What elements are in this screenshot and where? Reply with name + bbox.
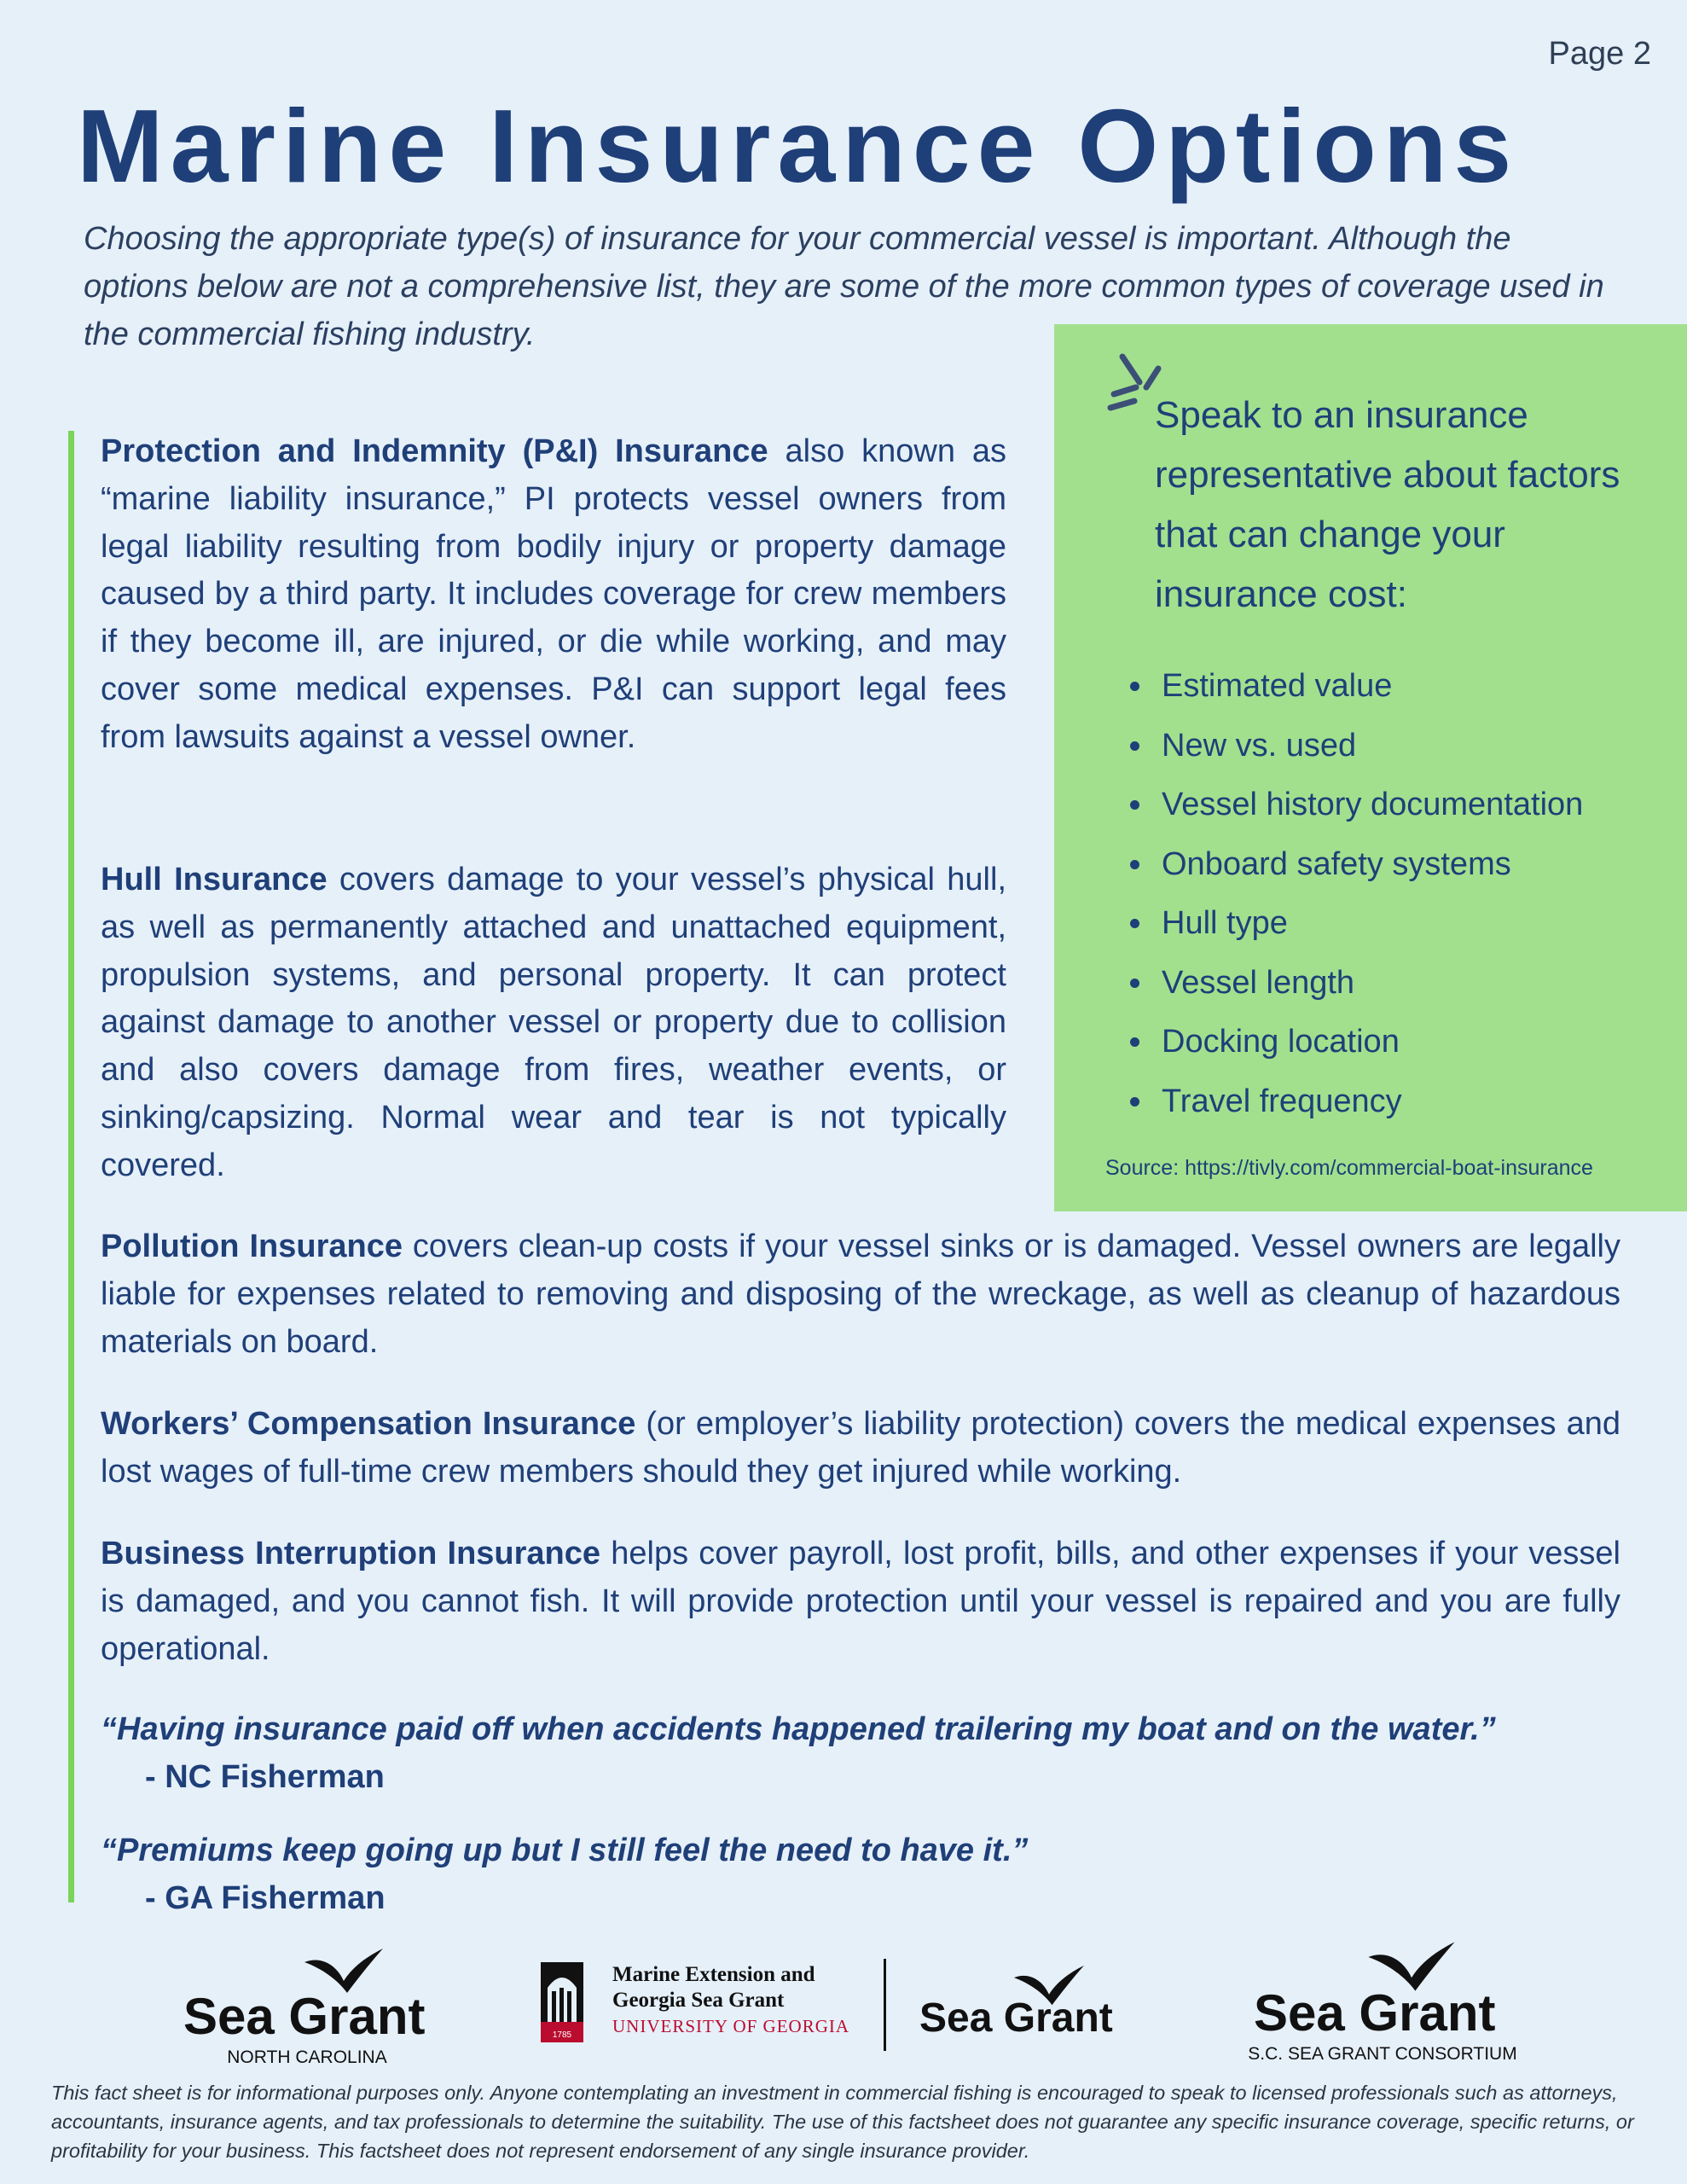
logo-divider <box>884 1959 886 2051</box>
hull-insurance-paragraph <box>101 857 1006 1190</box>
business-term: Business Interruption Insurance <box>101 1536 601 1571</box>
list-item: • Vessel history documentation <box>1155 775 1583 835</box>
university-arch-icon <box>541 1962 583 2042</box>
list-item: • Vessel length <box>1155 954 1583 1014</box>
svg-text:1785: 1785 <box>552 2030 572 2040</box>
list-item: • Estimated value <box>1155 657 1583 717</box>
business-interruption-paragraph <box>101 1531 1620 1673</box>
pi-text: also known as “marine liability insurance,” PI protects vessel owners from legal liability resulting from bodily injury or property damage caused by a third party. It includes coverage for crew members if they become ill, are injured, or die while working, and may cover some medical expenses. P&I can support legal fees from lawsuits against a vessel owner. <box>101 433 1006 755</box>
list-item: • Hull type <box>1155 894 1583 954</box>
cost-factors-list <box>1112 657 1583 1131</box>
page-title: Marine Insurance Options <box>77 88 1519 204</box>
uga-line2: Georgia Sea Grant <box>612 1989 785 2012</box>
uga-marine-extension-logo <box>541 1959 1121 2053</box>
list-item: • New vs. used <box>1155 717 1583 776</box>
pollution-text: covers clean-up costs if your vessel sinks or is damaged. Vessel owners are legally liable for expenses related to removing and disposing of the wreckage, as well as cleanup of hazardous materials on board. <box>101 1228 1620 1360</box>
pollution-insurance-paragraph <box>101 1223 1620 1366</box>
pi-insurance-paragraph <box>101 428 1006 762</box>
quote-nc: “Having insurance paid off when accidents happened trailering my boat and on the water.” <box>101 1711 1496 1747</box>
business-text: helps cover payroll, lost profit, bills, and other expenses if your vessel is damaged, and you cannot fish. It will provide protection until your vessel is repaired and you are fully operational. <box>101 1536 1620 1667</box>
uga-line3: UNIVERSITY OF GEORGIA <box>612 2016 850 2036</box>
list-item: • Docking location <box>1155 1013 1583 1072</box>
hull-term: Hull Insurance <box>101 862 328 897</box>
disclaimer: This fact sheet is for informational purposes only. Anyone contemplating an investment in commercial fishing is encouraged to speak to licensed professionals such as attorneys, accountants, insurance agents, and tax professionals to determine the suitability. The use of this factsheet does not guarantee any specific insurance coverage, specific returns, or profitability for your business. This factsheet does not represent endorsement of any single insurance provider. <box>51 2082 1634 2162</box>
pi-term: Protection and Indemnity (P&I) Insurance <box>101 433 768 469</box>
workers-text: (or employer’s liability protection) covers the medical expenses and lost wages of full-time crew members should they get injured while working. <box>101 1406 1620 1490</box>
uga-line1: Marine Extension and <box>612 1963 815 1986</box>
workers-term: Workers’ Compensation Insurance <box>101 1406 636 1442</box>
intro-paragraph: Choosing the appropriate type(s) of insurance for your commercial vessel is important. Although the options below are not a comprehensive list, they are some of the more common types of coverage used in the commercial fishing industry. <box>84 221 1604 352</box>
workers-comp-paragraph <box>101 1401 1620 1496</box>
accent-bar <box>68 431 74 1902</box>
quote-ga: “Premiums keep going up but I still feel the need to have it.” <box>101 1833 1029 1868</box>
pollution-term: Pollution Insurance <box>101 1228 403 1264</box>
quote-nc-attribution: - NC Fisherman <box>145 1759 385 1795</box>
hull-text: covers damage to your vessel’s physical hull, as well as permanently attached and unattached equipment, propulsion systems, and personal property. It can protect against damage to another vessel or property due to collision and also covers damage from fires, weather events, or sinking/capsizing. Normal wear and tear is not typically covered. <box>101 862 1006 1183</box>
source-citation: Source: https://tivly.com/commercial-boat-insurance <box>1105 1156 1593 1180</box>
page-number: Page 2 <box>1548 36 1651 72</box>
uga-sea-grant-wordmark: Sea Grant <box>919 1995 1113 2041</box>
quote-ga-attribution: - GA Fisherman <box>145 1880 386 1916</box>
sidebar-heading: Speak to an insurance representative about factors that can change your insurance cost: <box>1155 394 1620 615</box>
list-item: • Onboard safety systems <box>1155 835 1583 895</box>
cost-factors-sidebar <box>1054 324 1687 1211</box>
list-item: • Travel frequency <box>1155 1072 1583 1132</box>
